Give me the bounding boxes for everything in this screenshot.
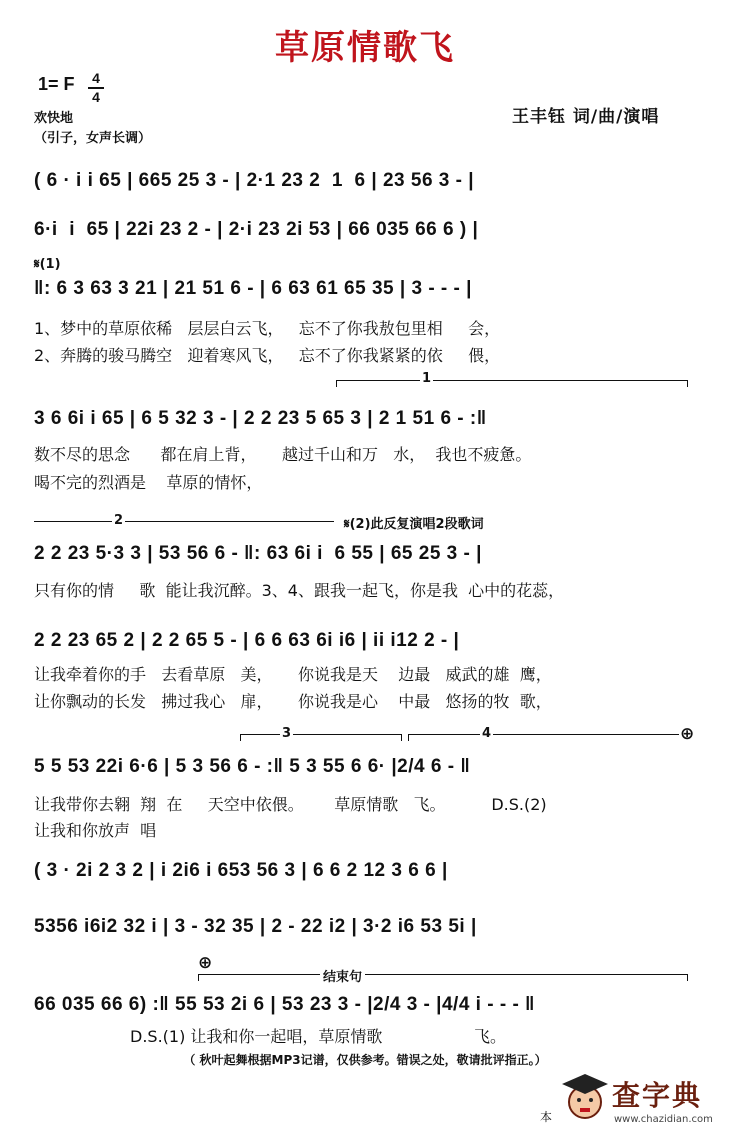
lyric-line-6a: 让我牵着你的手 去看草原 美， 你说我是天 边最 威武的雄 鹰， [34, 665, 552, 684]
key-signature: 1= F [38, 74, 75, 94]
lyric-line-4b: 喝不完的烈酒是 草原的情怀， [34, 473, 263, 492]
brand-url[interactable]: www.chazidian.com [614, 1114, 713, 1125]
notation-line-8: ( 3 · 2i 2 3 2 | i 2i6 i 653 56 3 | 6 6 2 12 3 6 6 | [34, 860, 448, 881]
song-title: 草原情歌飞 [275, 28, 455, 68]
lyric-line-5a: 只有你的情 歌 能让我沉醉。3、4、跟我一起飞，你是我 心中的花蕊， [34, 581, 565, 600]
intro-note: （引子，女声长调） [34, 131, 152, 146]
volta-bracket-1 [336, 380, 688, 387]
page-mark: 本 [540, 1110, 553, 1124]
notation-line-2: 6·i i 65 | 22i 23 2 - | 2·i 23 2i 53 | 66 035 66 6 ) | [34, 219, 479, 240]
coda-icon-2: ⊕ [198, 953, 213, 973]
volta-bracket-4 [408, 734, 679, 741]
notation-line-7: 5 5 53 22i 6·6 | 5 3 56 6 - :‖ 5 3 55 6 6· |2/4 6 - ‖ [34, 756, 471, 777]
lyric-line-3a: 1、梦中的草原依稀 层层白云飞， 忘不了你我敖包里相 会， [34, 319, 501, 338]
lyric-line-6b: 让你飘动的长发 拂过我心 扉， 你说我是心 中最 悠扬的牧 歌， [34, 692, 552, 711]
volta-bracket-3 [240, 734, 402, 741]
volta-label-2: 2 [114, 513, 124, 528]
volta-label-3: 3 [282, 726, 292, 741]
lyric-line-4a: 数不尽的思念 都在肩上背， 越过千山和万 水， 我也不疲惫。 [34, 445, 532, 464]
volta-label-4: 4 [482, 726, 492, 741]
meter-bottom: 4 [92, 89, 100, 105]
segno-mark-1: 𝄋(1) [34, 257, 61, 272]
lyric-line-7b: 让我和你放声 唱 [34, 821, 157, 840]
notation-line-5: 2 2 23 5·3 3 | 53 56 6 - ‖: 63 6i i 6 55 | 65 25 3 - | [34, 543, 482, 564]
notation-line-3: ‖: 6 3 63 3 21 | 21 51 6 - | 6 63 61 65 35 | 3 - - - | [34, 278, 472, 299]
graduate-cap-icon [560, 1068, 610, 1128]
notation-line-6: 2 2 23 65 2 | 2 2 65 5 - | 6 6 63 6i i6 | ii i12 2 - | [34, 630, 460, 651]
lyric-line-7a: 让我带你去翱 翔 在 天空中依偎。 草原情歌 飞。 D.S.(2) [34, 795, 547, 814]
brand-name: 查字典 [612, 1079, 703, 1112]
coda-icon: ⊕ [680, 724, 695, 744]
credits: 王丰钰 词/曲/演唱 [512, 107, 660, 127]
tempo-marking: 欢快地 [34, 111, 74, 126]
notation-line-1: ( 6 · i i 65 | 665 25 3 - | 2·1 23 2 1 6 | 23 56 3 - | [34, 170, 475, 191]
ending-label: 结束句 [320, 966, 365, 985]
lyric-line-3b: 2、奔腾的骏马腾空 迎着寒风飞， 忘不了你我紧紧的依 偎， [34, 346, 501, 365]
notation-line-4: 3 6 6i i 65 | 6 5 32 3 - | 2 2 23 5 65 3 | 2 1 51 6 - :‖ [34, 408, 487, 429]
volta-label-1: 1 [422, 371, 432, 386]
transcriber-note: （ 秋叶起舞根据MP3记谱，仅供参考。错误之处，敬请批评指正。） [183, 1053, 547, 1067]
segno-mark-2: 𝄋(2)此反复演唱2段歌词 [344, 517, 484, 532]
ending-bracket [198, 974, 688, 981]
lyric-line-10a: D.S.(1) 让我和你一起唱，草原情歌 飞。 [130, 1027, 506, 1046]
time-signature [88, 71, 104, 105]
notation-line-9: 5356 i6i2 32 i | 3 - 32 35 | 2 - 22 i2 | 3·2 i6 53 5i | [34, 916, 477, 937]
notation-line-10: 66 035 66 6) :‖ 55 53 2i 6 | 53 23 3 - |2/4 3 - |4/4 i - - - ‖ [34, 994, 535, 1015]
meter-top: 4 [92, 70, 100, 86]
volta-bracket-2 [34, 521, 334, 522]
